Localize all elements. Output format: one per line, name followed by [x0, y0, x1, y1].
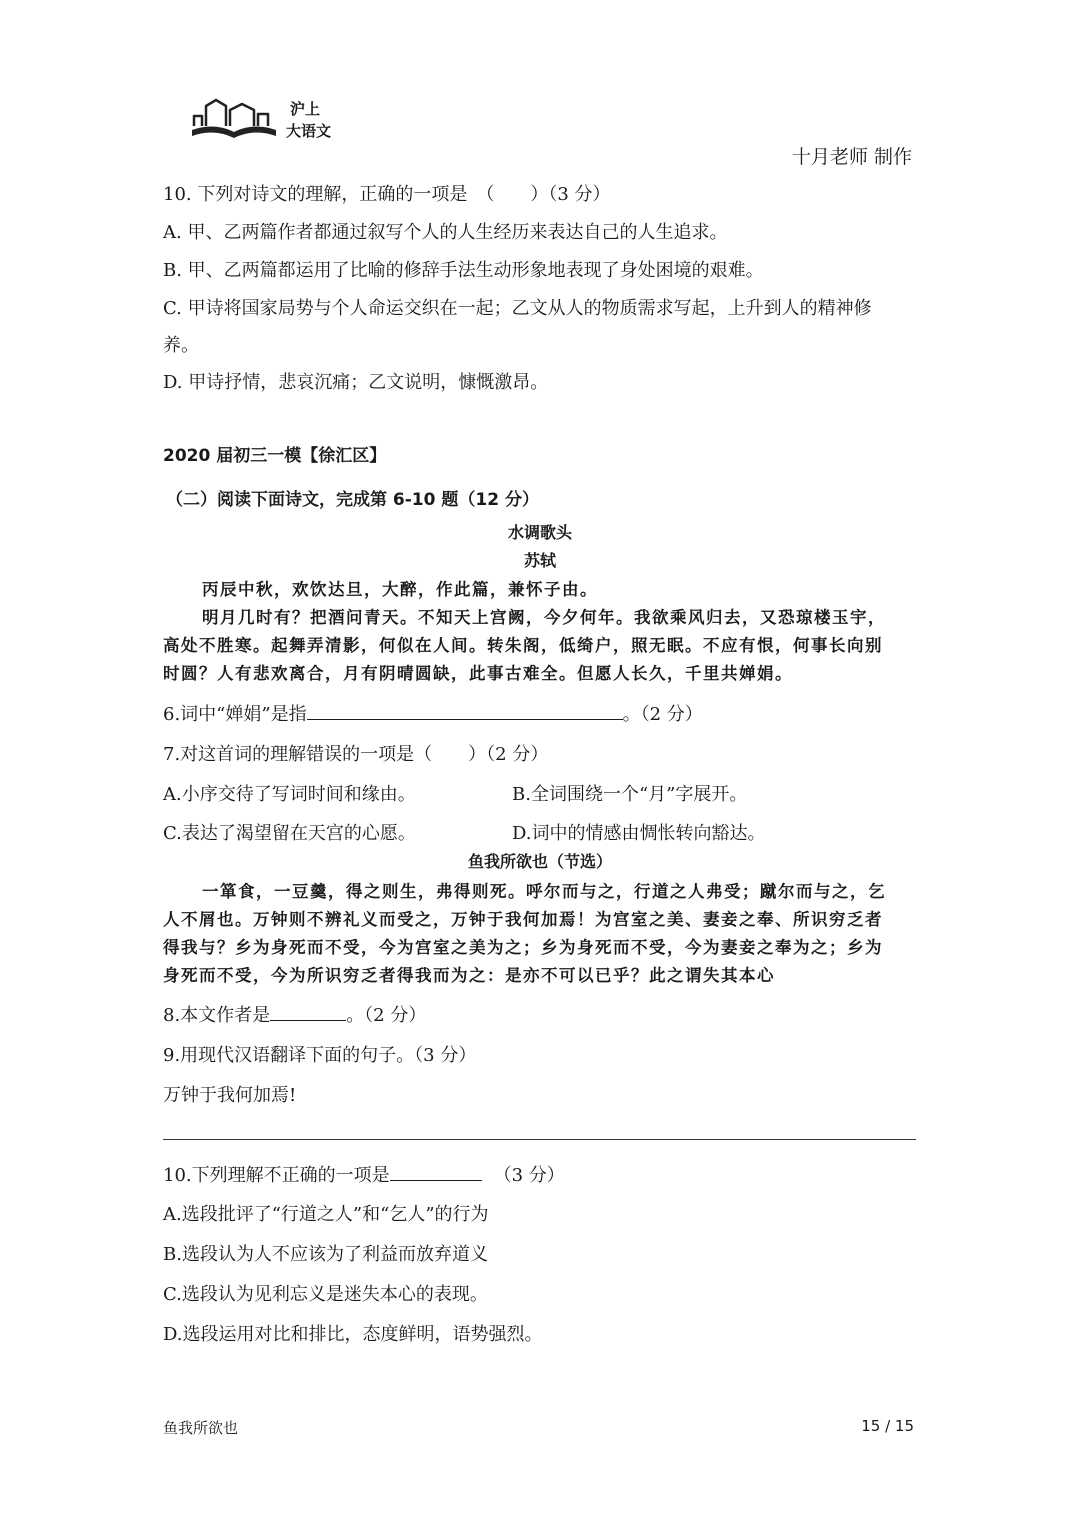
answer-blank[interactable] — [270, 1002, 346, 1021]
logo — [190, 96, 340, 144]
question-10b-option-d: D.选段运用对比和排比，态度鲜明，语势强烈。 — [163, 1324, 543, 1345]
answer-line[interactable] — [163, 1139, 916, 1140]
logo-text-line2: 大语文 — [286, 122, 332, 140]
essay-line-3: 得我与？乡为身死而不受，今为宫室之美为之；乡为身死而不受，今为妻妾之奉为之；乡为 — [163, 938, 883, 957]
question-10-option-c-line1: C. 甲诗将国家局势与个人命运交织在一起；乙文从人的物质需求写起，上升到人的精神修 — [163, 298, 872, 319]
question-10b-tail: （3 分） — [493, 1165, 565, 1186]
question-10-stem: 10. 下列对诗文的理解，正确的一项是 （ ）（3 分） — [163, 184, 611, 205]
question-7-option-b: B.全词围绕一个“月”字展开。 — [512, 784, 748, 805]
question-6-tail: 。（2 分） — [622, 704, 703, 725]
question-10-option-b: B. 甲、乙两篇都运用了比喻的修辞手法生动形象地表现了身处困境的艰难。 — [163, 260, 764, 281]
essay-title: 鱼我所欲也（节选） — [467, 852, 612, 871]
question-10-option-a: A. 甲、乙两篇作者都通过叙写个人的人生经历来表达自己的人生追求。 — [163, 222, 728, 243]
question-7-option-c: C.表达了渴望留在天宫的心愿。 — [163, 823, 416, 844]
logo-text-line1: 沪上 — [290, 100, 321, 118]
poem-line-3: 时圆？人有悲欢离合，月有阴晴圆缺，此事古难全。但愿人长久，千里共婵娟。 — [163, 664, 793, 683]
essay-line-2: 人不屑也。万钟则不辨礼义而受之，万钟于我何加焉！为宫室之美、妻妾之奉、所识穷乏者 — [163, 910, 883, 929]
city-book-icon — [190, 96, 280, 140]
question-8-text: 8.本文作者是 — [163, 1005, 271, 1026]
answer-blank[interactable] — [390, 1162, 482, 1181]
question-9-stem: 9.用现代汉语翻译下面的句子。（3 分） — [163, 1045, 477, 1066]
question-7-option-a: A.小序交待了写词时间和缘由。 — [163, 784, 416, 805]
page-number: 15 / 15 — [861, 1417, 914, 1435]
question-8-tail: 。（2 分） — [346, 1005, 427, 1026]
question-10-option-c-line2: 养。 — [163, 335, 199, 356]
poem-line-1: 明月几时有？把酒问青天。不知天上宫阙，今夕何年。我欲乘风归去，又恐琼楼玉宇， — [202, 608, 886, 627]
section-title: 2020 届初三一模【徐汇区】 — [163, 446, 387, 466]
poem-line-2: 高处不胜寒。起舞弄清影，何似在人间。转朱阁，低绮户，照无眠。不应有恨，何事长向别 — [163, 636, 883, 655]
essay-line-1: 一箪食，一豆羹，得之则生，弗得则死。呼尔而与之，行道之人弗受；蹴尔而与之，乞 — [202, 882, 886, 901]
question-9-sentence: 万钟于我何加焉! — [163, 1085, 297, 1106]
question-6 — [163, 700, 703, 726]
question-7-stem: 7.对这首词的理解错误的一项是（ ）（2 分） — [163, 744, 549, 765]
essay-line-4: 身死而不受，今为所识穷乏者得我而为之：是亦不可以已乎？此之谓失其本心 — [163, 966, 775, 985]
maker-label: 十月老师 制作 — [791, 146, 912, 168]
question-10b-option-c: C.选段认为见利忘义是迷失本心的表现。 — [163, 1284, 488, 1305]
poem-author: 苏轼 — [523, 551, 556, 570]
question-7-option-d: D.词中的情感由惆怅转向豁达。 — [512, 823, 766, 844]
footer-title: 鱼我所欲也 — [163, 1419, 239, 1437]
question-8 — [163, 1001, 426, 1027]
question-10b-option-a: A.选段批评了“行道之人”和“乞人”的行为 — [163, 1204, 489, 1225]
section-subtitle: （二）阅读下面诗文，完成第 6-10 题（12 分） — [166, 490, 539, 510]
poem-preface: 丙辰中秋，欢饮达旦，大醉，作此篇，兼怀子由。 — [202, 580, 598, 599]
answer-blank[interactable] — [307, 701, 623, 720]
question-10b-text: 10.下列理解不正确的一项是 — [163, 1165, 390, 1186]
poem-title: 水调歌头 — [507, 523, 572, 542]
question-10-option-d: D. 甲诗抒情，悲哀沉痛；乙文说明，慷慨激昂。 — [163, 372, 549, 393]
question-10b-option-b: B.选段认为人不应该为了利益而放弃道义 — [163, 1244, 488, 1265]
question-10b — [163, 1161, 565, 1187]
question-6-text: 6.词中“婵娟”是指 — [163, 704, 307, 725]
